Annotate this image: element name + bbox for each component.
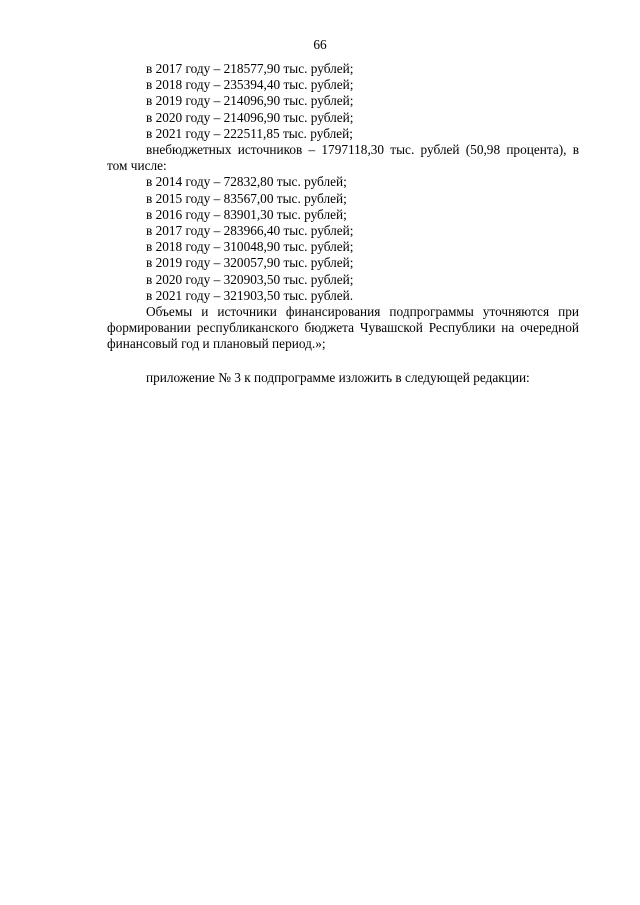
document-body (107, 61, 579, 386)
extrabudgetary-year-line: в 2016 году – 83901,30 тыс. рублей; (146, 206, 347, 222)
extrabudgetary-intro: внебюджетных источников – 1797118,30 тыс. рублей (50,98 процента), в том числе: (107, 142, 579, 174)
budget-year-line: в 2018 году – 235394,40 тыс. рублей; (146, 77, 354, 93)
extrabudgetary-year-line: в 2020 году – 320903,50 тыс. рублей; (146, 271, 354, 287)
appendix-note: приложение № 3 к подпрограмме изложить в следующей редакции: (146, 369, 530, 385)
extrabudgetary-year-line: в 2014 году – 72832,80 тыс. рублей; (146, 174, 347, 190)
extrabudgetary-year-line: в 2015 году – 83567,00 тыс. рублей; (146, 190, 347, 206)
clarification-paragraph: Объемы и источники финансирования подпрограммы уточняются при формировании республиканского бюджета Чувашской Республики на очередной финансовый год и плановый период.»; (107, 304, 579, 352)
page-number: 66 (313, 37, 327, 52)
paragraph-spacer (107, 353, 579, 370)
extrabudgetary-year-line: в 2019 году – 320057,90 тыс. рублей; (146, 255, 354, 271)
budget-year-line: в 2017 году – 218577,90 тыс. рублей; (146, 61, 354, 76)
extrabudgetary-year-line: в 2018 году – 310048,90 тыс. рублей; (146, 239, 354, 255)
budget-year-line: в 2020 году – 214096,90 тыс. рублей; (146, 109, 354, 125)
extrabudgetary-year-line: в 2021 году – 321903,50 тыс. рублей. (146, 287, 354, 303)
budget-year-line: в 2021 году – 222511,85 тыс. рублей; (146, 125, 353, 141)
budget-year-line: в 2019 году – 214096,90 тыс. рублей; (146, 93, 354, 109)
extrabudgetary-year-line: в 2017 году – 283966,40 тыс. рублей; (146, 223, 354, 239)
